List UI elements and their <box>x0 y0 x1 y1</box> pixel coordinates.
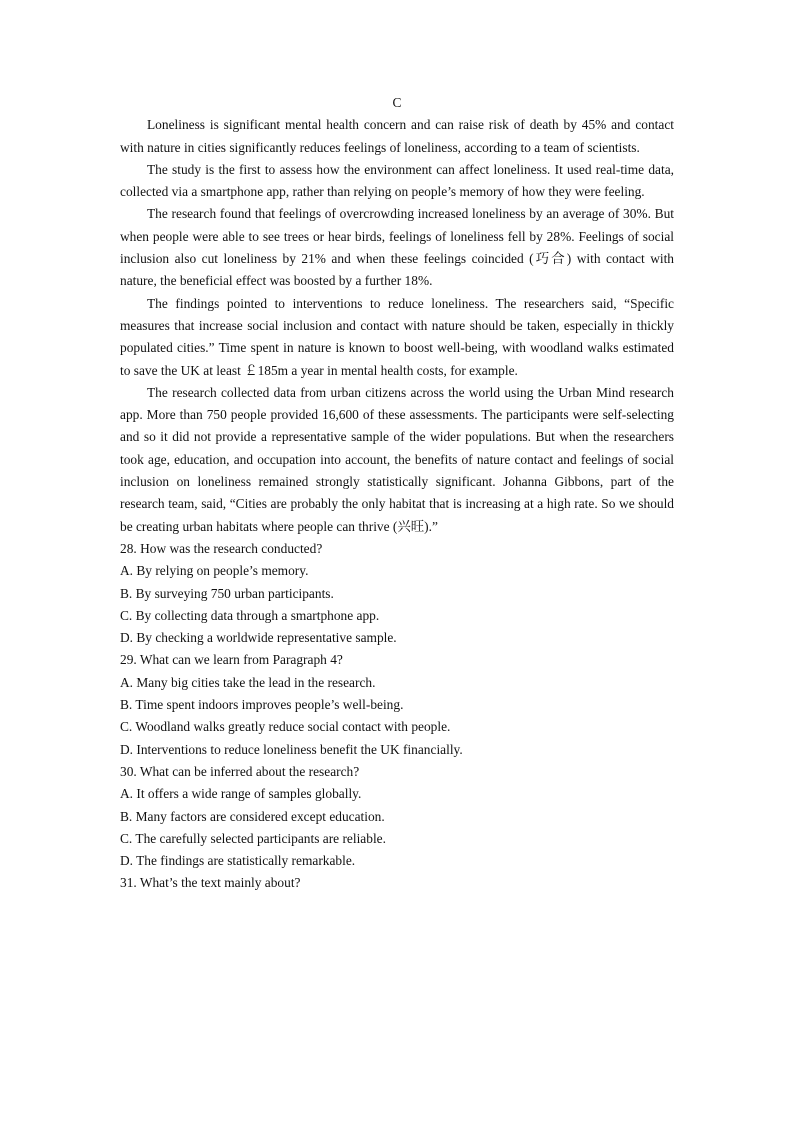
option-c: C. By collecting data through a smartphone app. <box>120 607 380 623</box>
option-a: A. Many big cities take the lead in the research. <box>120 674 376 690</box>
passage-paragraph-1: Loneliness is significant mental health concern and can raise risk of death by 45% and contact with nature in cities significantly reduces feelings of loneliness, according to a team of scientists. <box>120 117 674 155</box>
exam-content <box>120 92 674 895</box>
question-stem: 29. What can we learn from Paragraph 4? <box>120 652 343 668</box>
option-c: C. Woodland walks greatly reduce social contact with people. <box>120 719 451 735</box>
passage-paragraph-5: The research collected data from urban citizens across the world using the Urban Mind research app. More than 750 people provided 16,600 of these assessments. The participants were self-selecting and so it did not provide a representative sample of the wider populations. But when the researchers took age, education, and occupation into account, the benefits of nature contact and feelings of social inclusion on loneliness remained strongly statistically significant. Johanna Gibbons, part of the research team, said, “Cities are probably the only habitat that is increasing at a high rate. So we should be creating urban habitats where people can thrive (兴旺).” <box>120 384 674 534</box>
option-d: D. The findings are statistically remarkable. <box>120 853 356 869</box>
reading-passage <box>120 114 674 538</box>
option-b: B. Many factors are considered except education. <box>120 808 385 824</box>
passage-paragraph-3: The research found that feelings of overcrowding increased loneliness by an average of 30%. But when people were able to see trees or hear birds, feelings of loneliness fell by 28%. Feelings of social inclusion also cut loneliness by 21% and when these feelings coincided (巧合) with contact with nature, the beneficial effect was boosted by a further 18%. <box>120 206 674 289</box>
passage-paragraph-2: The study is the first to assess how the environment can affect loneliness. It used real-time data, collected via a smartphone app, rather than relying on people’s memory of how they were feeling. <box>120 161 674 200</box>
option-a: A. By relying on people’s memory. <box>120 563 309 579</box>
option-b: B. By surveying 750 urban participants. <box>120 585 334 601</box>
option-a: A. It offers a wide range of samples globally. <box>120 786 362 802</box>
question-30 <box>120 761 674 872</box>
question-stem: 28. How was the research conducted? <box>120 540 323 556</box>
option-d: D. By checking a worldwide representative sample. <box>120 630 397 646</box>
option-d: D. Interventions to reduce loneliness benefit the UK financially. <box>120 741 463 757</box>
passage-paragraph-4: The findings pointed to interventions to reduce loneliness. The researchers said, “Specific measures that increase social inclusion and contact with nature should be taken, especially in thickly populated cities.” Time spent in nature is known to boost well-being, with woodland walks estimated to save the UK at least ￡185m a year in mental health costs, for example. <box>120 295 674 378</box>
option-b: B. Time spent indoors improves people’s well-being. <box>120 697 404 713</box>
question-28 <box>120 538 674 649</box>
section-label: C <box>392 95 402 110</box>
question-stem: 31. What’s the text mainly about? <box>120 875 301 891</box>
question-29 <box>120 649 674 760</box>
question-31 <box>120 872 674 894</box>
option-c: C. The carefully selected participants are reliable. <box>120 830 386 846</box>
question-stem: 30. What can be inferred about the research? <box>120 763 360 779</box>
